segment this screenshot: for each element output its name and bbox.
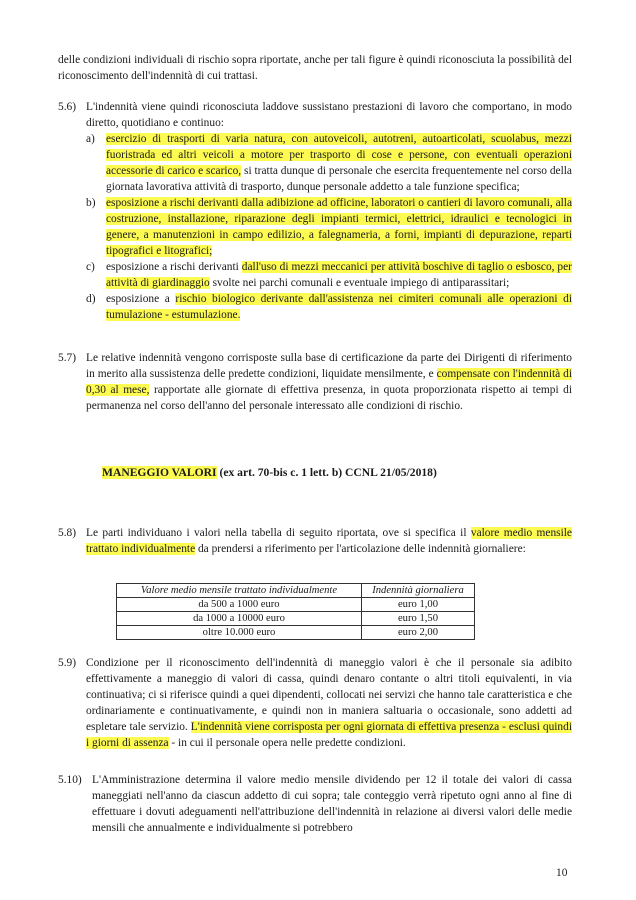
table-row (117, 626, 475, 640)
heading-reference: (ex art. 70-bis c. 1 lett. b) CCNL 21/05/2018) (216, 466, 437, 479)
table-row (117, 598, 475, 612)
paragraph-5-7 (58, 350, 572, 414)
intro-paragraph: delle condizioni individuali di rischio sopra riportate, anche per tali figure è quindi riconosciuta la possibilità del riconoscimento dell'indennità di cui trattasi. (58, 54, 572, 82)
table-cell: euro 1,00 (362, 598, 475, 612)
paragraph-text (86, 655, 572, 751)
list-item-a (86, 131, 572, 195)
paragraph-text-part: Le relative indennità vengono corrisposte sulla base di certificazione da parte dei Dirigenti di riferimento in merito alla sussistenza delle predette condizioni, liquidate mensilmente, e (86, 352, 572, 380)
paragraph-text (86, 350, 572, 414)
list-item-b (86, 195, 572, 259)
heading-highlight: MANEGGIO VALORI (102, 466, 217, 479)
page-number: 10 (556, 867, 568, 879)
table-cell: euro 1,50 (362, 612, 475, 626)
table-header-row (117, 584, 475, 598)
list-item-c (86, 259, 572, 291)
list-item-d (86, 291, 572, 323)
item-text: esposizione a (106, 293, 176, 305)
list-letter: b) (86, 197, 96, 209)
paragraph-number: 5.9) (58, 657, 77, 669)
table-cell: da 500 a 1000 euro (117, 598, 362, 612)
table-cell: oltre 10.000 euro (117, 626, 362, 640)
paragraph-5-9 (58, 655, 572, 751)
paragraph-5-10 (58, 772, 572, 836)
highlighted-text: esposizione a rischi derivanti dalla adibizione ad officine, laboratori o cantieri di lavoro comunali, alla costruzione, installazione, riparazione degli impianti termici, elettrici, idraulici e tecnologici in genere, a manutenzioni in campo edilizio, a falegnameria, a forni, impianti di depurazione, reparti tipografici e litografici; (106, 197, 573, 257)
item-text: svolte nei parchi comunali e eventuale impiego di antiparassitari; (209, 277, 510, 289)
paragraph-text: L'Amministrazione determina il valore medio mensile dividendo per 12 il totale dei valori di cassa maneggiati nell'anno da ciascun addetto di cui sopra; tale conteggio verrà ripetuto ogni anno al fine di effettuare i dovuti adeguamenti nell'attribuzione dell'indennità in relazione ai diversi valori delle medie mensili che annualmente e individualmente si potrebbero (92, 774, 572, 834)
table-cell: da 1000 a 10000 euro (117, 612, 362, 626)
highlighted-text: rischio biologico derivante dall'assistenza nei cimiteri comunali alle operazioni di tumulazione - estumulazione. (106, 293, 572, 321)
paragraph-5-6 (58, 99, 572, 323)
paragraph-text-part: rapportate alle giornate di effettiva presenza, in quota proporzionata rispetto ai tempi di permanenza nel corso dell'anno del personale interessato alle condizioni di rischio. (86, 384, 573, 412)
highlighted-text: L'indennità viene corrisposta per ogni giornata di effettiva presenza - esclusi quindi i giorni di assenza (86, 721, 572, 749)
paragraph-text-part: da prendersi a riferimento per l'articolazione delle indennità giornaliere: (195, 543, 526, 555)
paragraph-text: L'indennità viene quindi riconosciuta laddove sussistano prestazioni di lavoro che comportano, in modo diretto, quotidiano e continuo: (86, 101, 572, 129)
highlighted-text: compensate con l'indennità di 0,30 al mese, (86, 368, 572, 396)
paragraph-number: 5.10) (58, 774, 82, 786)
paragraph-number: 5.8) (58, 527, 77, 539)
section-heading (102, 465, 437, 481)
paragraph-text (86, 525, 572, 557)
list-letter: a) (86, 133, 95, 145)
highlighted-text: esercizio di trasporti di varia natura, con autoveicoli, autotreni, autoarticolati, scuolabus, mezzi fuoristrada ed altri veicoli a motore per trasporto di cose e persone, con eventuali operazioni accessorie di carico e scarico, (106, 133, 572, 177)
paragraph-text-part: Condizione per il riconoscimento dell'indennità di maneggio valori è che il personale sia adibito effettivamente a maneggio di valori di cassa, quindi denaro contante o altri titoli equivalenti, in via continuativa; ci si riferisce quindi a quei dipendenti, collocati nei servizi che hanno tale caratteristica e che ordinariamente e continuativamente, e quindi non in maniera saltuaria o occasionale, sono addetti ad espletare tale servizio. (86, 657, 572, 733)
column-header: Valore medio mensile trattato individualmente (117, 584, 362, 598)
table-row (117, 612, 475, 626)
item-text: esposizione a rischi derivanti (106, 261, 242, 273)
risk-list (86, 131, 572, 323)
paragraph-5-8 (58, 525, 572, 557)
paragraph-text-part: Le parti individuano i valori nella tabella di seguito riportata, ove si specifica il (86, 527, 471, 539)
paragraph-number: 5.6) (58, 101, 77, 113)
column-header: Indennità giornaliera (362, 584, 475, 598)
item-text: si tratta dunque di personale che esercita frequentemente nel corso della giornata lavorativa attività di trasporto, dunque personale addetto a tale funzione specifica; (106, 165, 572, 193)
table-cell: euro 2,00 (362, 626, 475, 640)
highlighted-text: dall'uso di mezzi meccanici per attività boschive di taglio o esbosco, per attività di giardinaggio (106, 261, 572, 289)
list-letter: d) (86, 293, 96, 305)
allowance-table (116, 583, 475, 640)
list-letter: c) (86, 261, 95, 273)
highlighted-text: valore medio mensile trattato individualmente (86, 527, 572, 555)
paragraph-text-part: - in cui il personale opera nelle predette condizioni. (168, 737, 406, 749)
paragraph-number: 5.7) (58, 352, 77, 364)
